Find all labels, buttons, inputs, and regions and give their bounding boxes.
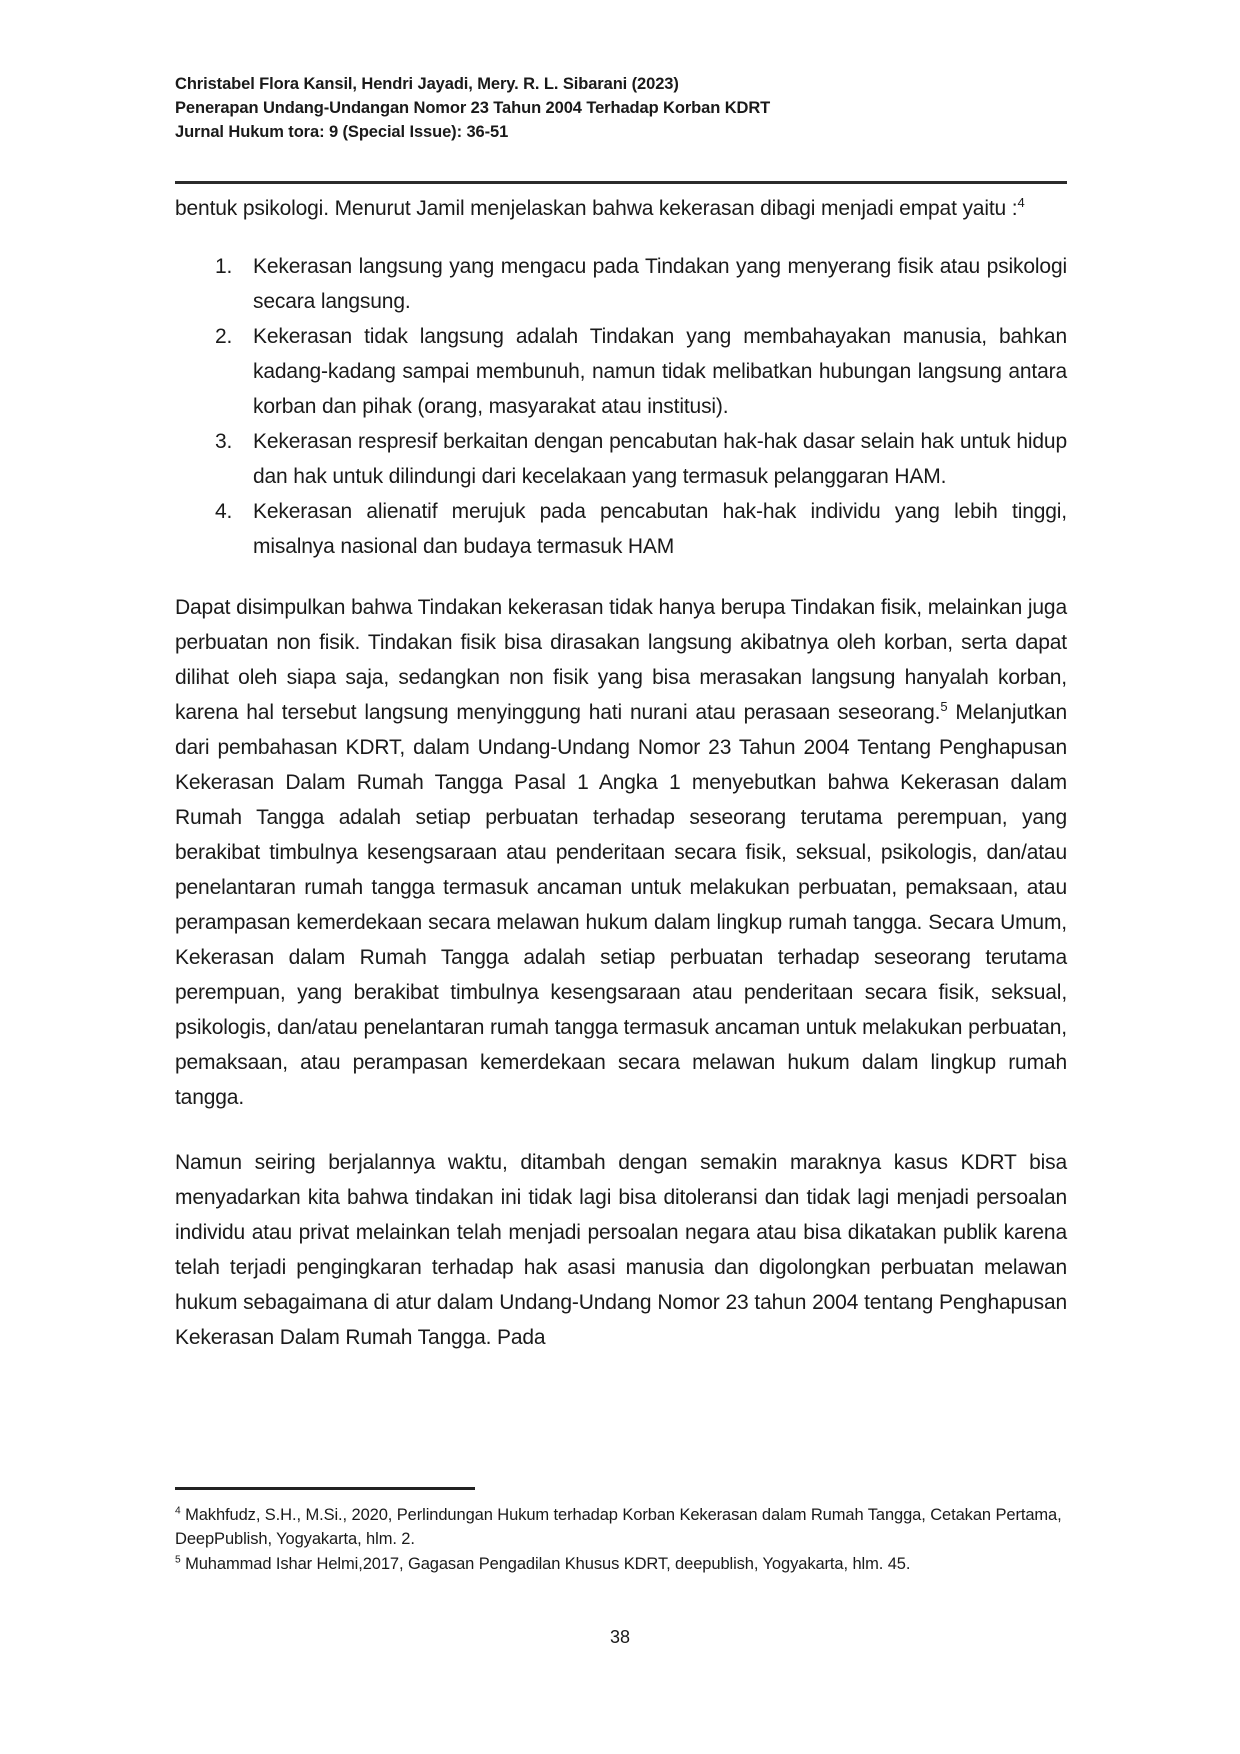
violence-types-list <box>175 249 1067 564</box>
footnotes <box>175 1503 1067 1577</box>
footnote-5 <box>175 1552 1067 1577</box>
footnote-4 <box>175 1503 1067 1552</box>
page-content <box>175 0 1067 1355</box>
paragraph-kdrt-development: Namun seiring berjalannya waktu, ditambah dengan semakin maraknya kasus KDRT bisa menyadarkan kita bahwa tindakan ini tidak lagi bisa ditoleransi dan tidak lagi menjadi persoalan individu atau privat melainkan telah menjadi persoalan negara atau bisa dikatakan publik karena telah terjadi pengingkaran terhadap hak asasi manusia dan digolongkan perbuatan melawan hukum sebagaimana di atur dalam Undang-Undang Nomor 23 tahun 2004 tentang Penghapusan Kekerasan Dalam Rumah Tangga. Pada <box>175 1150 1067 1349</box>
list-item-number: 3. <box>215 429 233 453</box>
header-authors: Christabel Flora Kansil, Hendri Jayadi, Mery. R. L. Sibarani (2023) <box>175 75 679 93</box>
header-article-title: Penerapan Undang-Undangan Nomor 23 Tahun 2004 Terhadap Korban KDRT <box>175 99 771 117</box>
header-divider-rule <box>175 181 1067 184</box>
paragraph-intro: bentuk psikologi. Menurut Jamil menjelaskan bahwa kekerasan dibagi menjadi empat yaitu :$^4$ <box>175 194 1025 220</box>
article-body <box>175 191 1067 1355</box>
list-item-number: 4. <box>215 499 233 523</box>
list-item-text: Kekerasan respresif berkaitan dengan pencabutan hak-hak dasar selain hak untuk hidup dan hak untuk dilindungi dari kecelakaan yang termasuk pelanggaran HAM. <box>253 429 1067 488</box>
list-item-number: 1. <box>215 254 233 278</box>
footnote-separator-rule <box>175 1487 475 1490</box>
list-item-3 <box>215 424 1067 494</box>
list-item-text: Kekerasan alienatif merujuk pada pencabutan hak-hak individu yang lebih tinggi, misalnya nasional dan budaya termasuk HAM <box>253 499 1067 558</box>
footnote-marker: 4 <box>175 1505 181 1516</box>
list-item-2 <box>215 319 1067 424</box>
list-item-text: Kekerasan tidak langsung adalah Tindakan yang membahayakan manusia, bahkan kadang-kadang sampai membunuh, namun tidak melibatkan hubungan langsung antara korban dan pihak (orang, masyarakat atau institusi). <box>253 324 1067 418</box>
list-item-1 <box>215 249 1067 319</box>
footnote-text: Makhfudz, S.H., M.Si., 2020, Perlindungan Hukum terhadap Korban Kekerasan dalam Rumah Tangga, Cetakan Pertama, DeepPublish, Yogyakarta, hlm. 2. <box>175 1505 1062 1548</box>
footnote-marker: 5 <box>175 1554 181 1565</box>
header-journal-citation: Jurnal Hukum tora: 9 (Special Issue): 36-51 <box>175 123 509 141</box>
list-item-text: Kekerasan langsung yang mengacu pada Tindakan yang menyerang fisik atau psikologi secara langsung. <box>253 254 1067 313</box>
paragraph-conclusion: Dapat disimpulkan bahwa Tindakan kekerasan tidak hanya berupa Tindakan fisik, melainkan juga perbuatan non fisik. Tindakan fisik bisa dirasakan langsung akibatnya oleh korban, serta dapat dilihat oleh siapa saja, sedangkan non fisik yang bisa merasakan langsung hanyalah korban, karena hal tersebut langsung menyinggung hati nurani atau perasaan seseorang.$^5$ Melanjutkan dari pembahasan KDRT, dalam Undang-Undang Nomor 23 Tahun 2004 Tentang Penghapusan Kekerasan Dalam Rumah Tangga Pasal 1 Angka 1 menyebutkan bahwa Kekerasan dalam Rumah Tangga adalah setiap perbuatan terhadap seseorang terutama perempuan, yang berakibat timbulnya kesengsaraan atau penderitaan secara fisik, seksual, psikologis, dan/atau penelantaran rumah tangga termasuk ancaman untuk melakukan perbuatan, pemaksaan, atau perampasan kemerdekaan secara melawan hukum dalam lingkup rumah tangga. Secara Umum, Kekerasan dalam Rumah Tangga adalah setiap perbuatan terhadap seseorang terutama perempuan, yang berakibat timbulnya kesengsaraan atau penderitaan secara fisik, seksual, psikologis, dan/atau penelantaran rumah tangga termasuk ancaman untuk melakukan perbuatan, pemaksaan, atau perampasan kemerdekaan secara melawan hukum dalam lingkup rumah tangga. <box>175 595 1068 1109</box>
list-item-4 <box>215 494 1067 564</box>
page-number: 38 <box>609 1627 631 1647</box>
list-item-number: 2. <box>215 324 233 348</box>
running-header <box>175 72 1067 144</box>
footnote-text: Muhammad Ishar Helmi,2017, Gagasan Pengadilan Khusus KDRT, deepublish, Yogyakarta, hlm. 45. <box>180 1554 911 1573</box>
footnote-area <box>175 1487 1067 1576</box>
